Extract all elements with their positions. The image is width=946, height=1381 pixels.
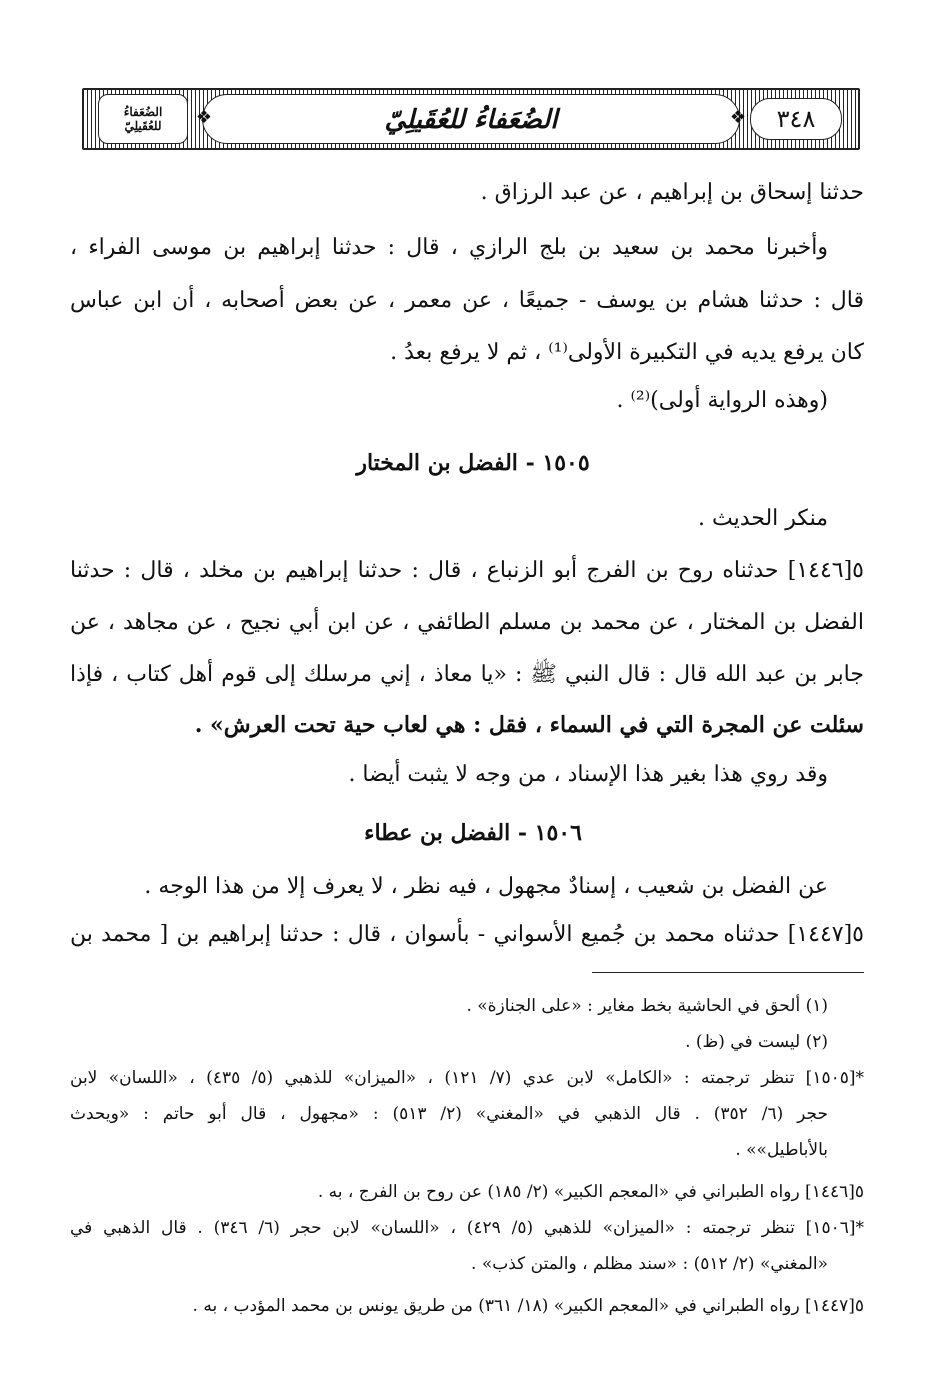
body-line: حدثنا إسحاق بن إبراهيم ، عن عبد الرزاق . xyxy=(480,180,864,205)
logo-text-top: الضُعَفاءُ xyxy=(123,104,163,119)
body-line: كان يرفع يديه في التكبيرة الأولى⁽¹⁾ ، ثم لا يرفع بعدُ . xyxy=(390,340,864,365)
ornament-icon: ❖ xyxy=(195,107,213,128)
book-title: الضُعَفاءُ للعُقَيلِيّ xyxy=(384,105,558,135)
footnote: *[١٥٠٦] تنظر ترجمته : «الميزان» للذهبي (٥/ ٤٢٩) ، «اللسان» لابن حجر (٦/ ٣٤٦) . قال الذهبي في xyxy=(70,1218,864,1238)
footnote-separator xyxy=(592,972,864,973)
footnote: (١) ألحق في الحاشية بخط مغاير : «على الجنازة» . xyxy=(466,996,828,1016)
book-logo xyxy=(98,94,188,144)
ornament-icon: ❖ xyxy=(729,107,747,128)
page-header xyxy=(82,88,860,150)
hadith-line: جابر بن عبد الله قال : قال النبي ﷺ : «يا معاذ ، إني مرسلك إلى قوم أهل كتاب ، فإذا xyxy=(70,662,864,687)
footnote: بالأباطيل»» . xyxy=(735,1140,828,1160)
body-line: (وهذه الرواية أولى)⁽²⁾ . xyxy=(616,388,828,413)
entry-heading: ١٥٠٦ - الفضل بن عطاء xyxy=(364,820,582,846)
body-line: قال : حدثنا هشام بن يوسف - جميعًا ، عن معمر ، عن بعض أصحابه ، أن ابن عباس xyxy=(70,288,864,313)
footnote: ٥[١٤٤٦] رواه الطبراني في «المعجم الكبير» (٢/ ١٨٥) عن روح بن الفرج ، به . xyxy=(317,1182,864,1202)
hadith-line: سئلت عن المجرة التي في السماء ، فقل : هي لعاب حية تحت العرش» . xyxy=(194,712,864,738)
footnote: (٢) ليست في (ظ) . xyxy=(685,1032,828,1052)
hadith-line: ٥[١٤٤٦] حدثناه روح بن الفرج أبو الزنباع ، قال : حدثنا إبراهيم بن مخلد ، قال : حدثنا xyxy=(70,558,864,583)
body-line: عن الفضل بن شعيب ، إسنادٌ مجهول ، فيه نظر ، لا يعرف إلا من هذا الوجه . xyxy=(144,874,828,899)
title-cartouche xyxy=(202,94,740,144)
footnote: حجر (٦/ ٣٥٢) . قال الذهبي في «المغني» (٢/ ٥١٣) : «مجهول ، قال أبو حاتم : «ويحدث xyxy=(70,1104,829,1124)
body-line: وقد روي هذا بغير هذا الإسناد ، من وجه لا يثبت أيضا . xyxy=(348,762,828,787)
hadith-line: ٥[١٤٤٧] حدثناه محمد بن جُميع الأسواني - بأسوان ، قال : حدثنا إبراهيم بن [ محمد بن xyxy=(70,922,864,947)
body-line: وأخبرنا محمد بن سعيد بن بلج الرازي ، قال : حدثنا إبراهيم بن موسى الفراء ، xyxy=(70,235,828,260)
footnote: ٥[١٤٤٧] رواه الطبراني في «المعجم الكبير» (١٨/ ٣٦١) من طريق يونس بن محمد المؤدب ، به . xyxy=(192,1296,864,1316)
body-line: منكر الحديث . xyxy=(698,506,828,531)
hadith-line: الفضل بن المختار ، عن محمد بن مسلم الطائفي ، عن ابن أبي نجيح ، عن مجاهد ، عن xyxy=(70,610,864,635)
footnote: «المغني» (٢/ ٥١٢) : «سند مظلم ، والمتن كذب» . xyxy=(471,1254,828,1274)
page-number: ٣٤٨ xyxy=(750,98,842,140)
footnote: *[١٥٠٥] تنظر ترجمته : «الكامل» لابن عدي (٧/ ١٢١) ، «الميزان» للذهبي (٥/ ٤٣٥) ، «اللسان» لابن xyxy=(70,1068,864,1088)
entry-heading: ١٥٠٥ - الفضل بن المختار xyxy=(356,450,590,476)
logo-text-bottom: للعُقَيلِيّ xyxy=(124,119,162,133)
